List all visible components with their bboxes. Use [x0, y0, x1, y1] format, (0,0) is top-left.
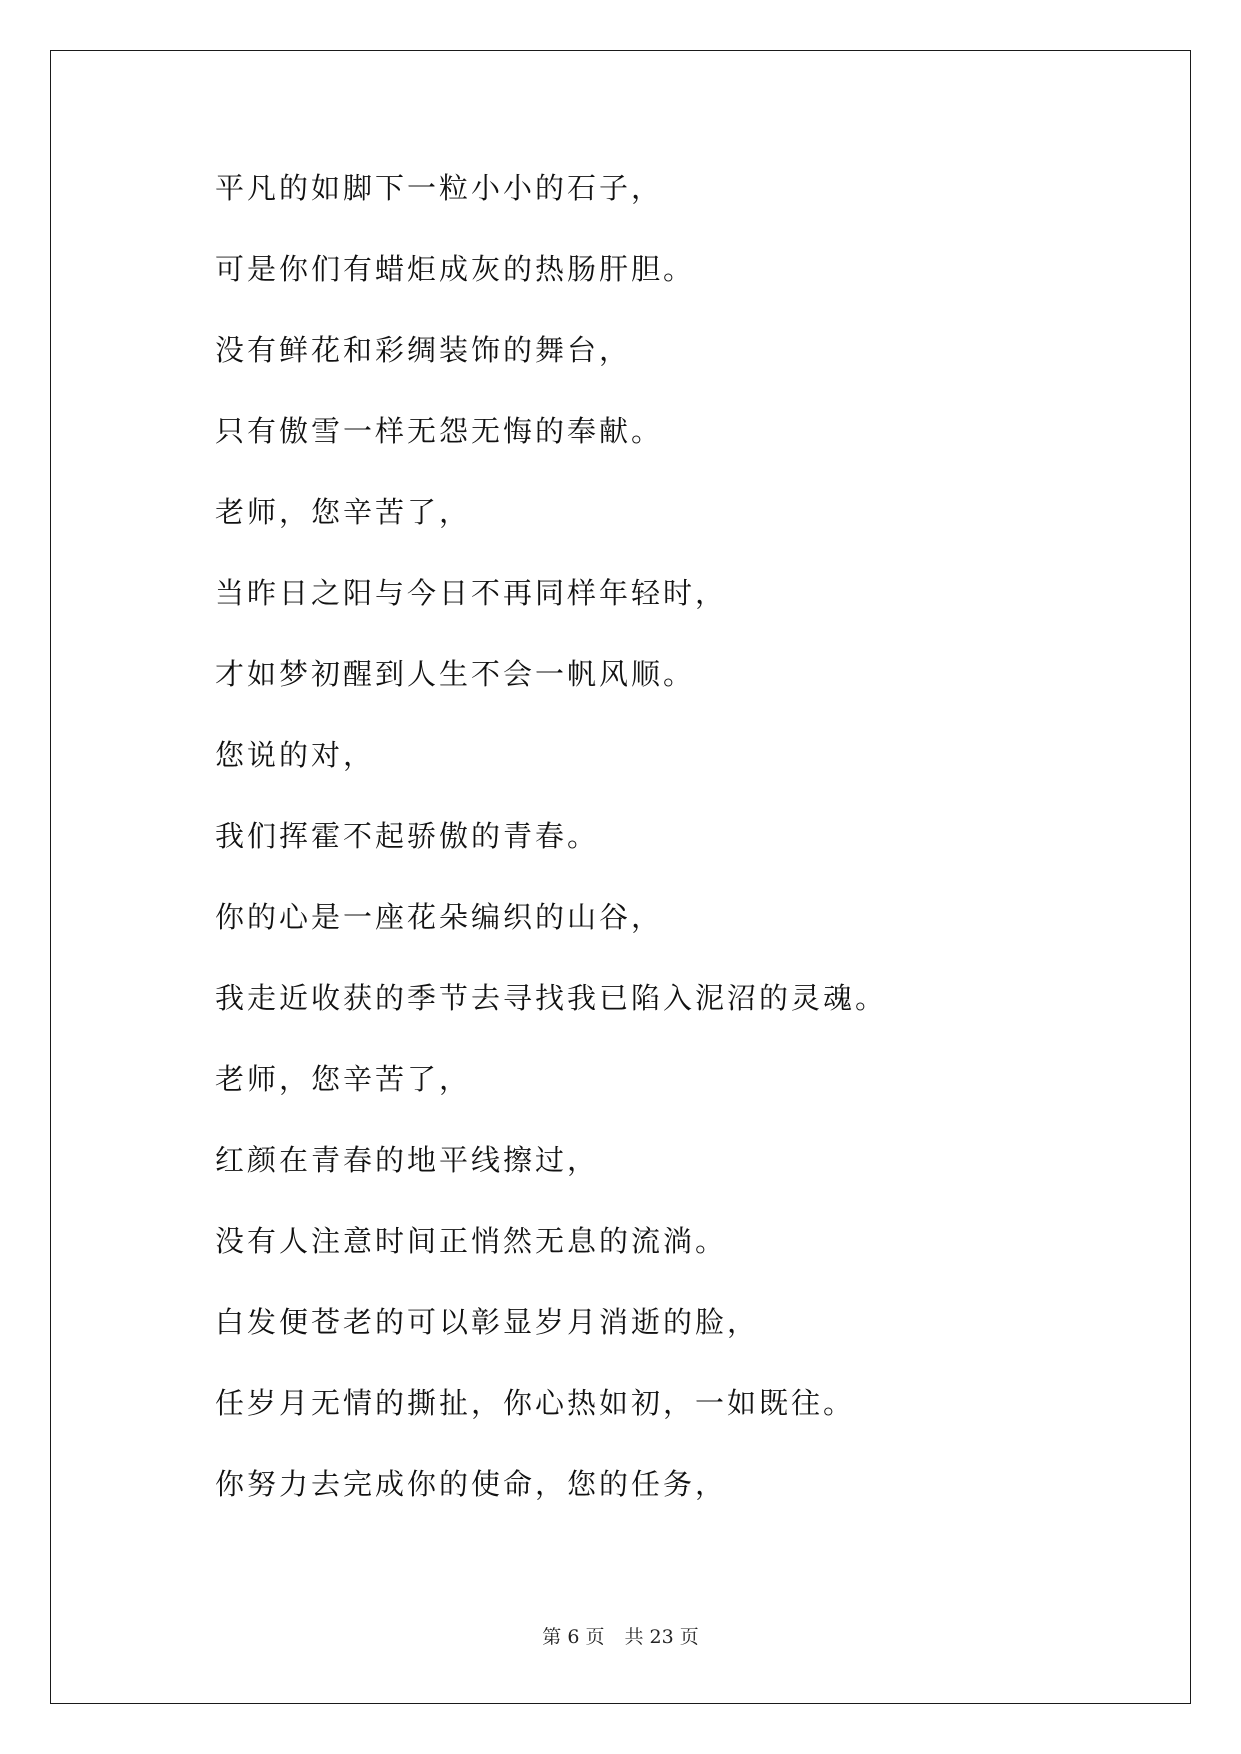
poem-line: 白发便苍老的可以彰显岁月消逝的脸，	[215, 1305, 760, 1339]
poem-line: 红颜在青春的地平线擦过，	[215, 1143, 600, 1177]
poem-body	[215, 168, 887, 1545]
poem-line: 我们挥霍不起骄傲的青春。	[215, 819, 600, 853]
poem-line: 只有傲雪一样无怨无悔的奉献。	[215, 414, 664, 448]
poem-line: 老师，您辛苦了，	[215, 1062, 472, 1096]
poem-line: 可是你们有蜡炬成灰的热肠肝胆。	[215, 252, 696, 286]
poem-line: 当昨日之阳与今日不再同样年轻时，	[215, 576, 728, 610]
poem-line: 你的心是一座花朵编织的山谷，	[215, 900, 664, 934]
page-number: 第 6 页	[542, 1626, 605, 1648]
poem-line: 平凡的如脚下一粒小小的石子，	[215, 171, 664, 205]
poem-line: 没有人注意时间正悄然无息的流淌。	[215, 1224, 728, 1258]
poem-line: 老师，您辛苦了，	[215, 495, 472, 529]
page-total: 共 23 页	[624, 1626, 699, 1648]
poem-line: 没有鲜花和彩绸装饰的舞台，	[215, 333, 632, 367]
page-footer	[0, 1625, 1241, 1649]
poem-line: 你努力去完成你的使命，您的任务，	[215, 1467, 728, 1501]
poem-line: 才如梦初醒到人生不会一帆风顺。	[215, 657, 696, 691]
poem-line: 任岁月无情的撕扯，你心热如初，一如既往。	[215, 1386, 856, 1420]
poem-line: 我走近收获的季节去寻找我已陷入泥沼的灵魂。	[215, 981, 888, 1015]
poem-line: 您说的对，	[215, 738, 376, 772]
